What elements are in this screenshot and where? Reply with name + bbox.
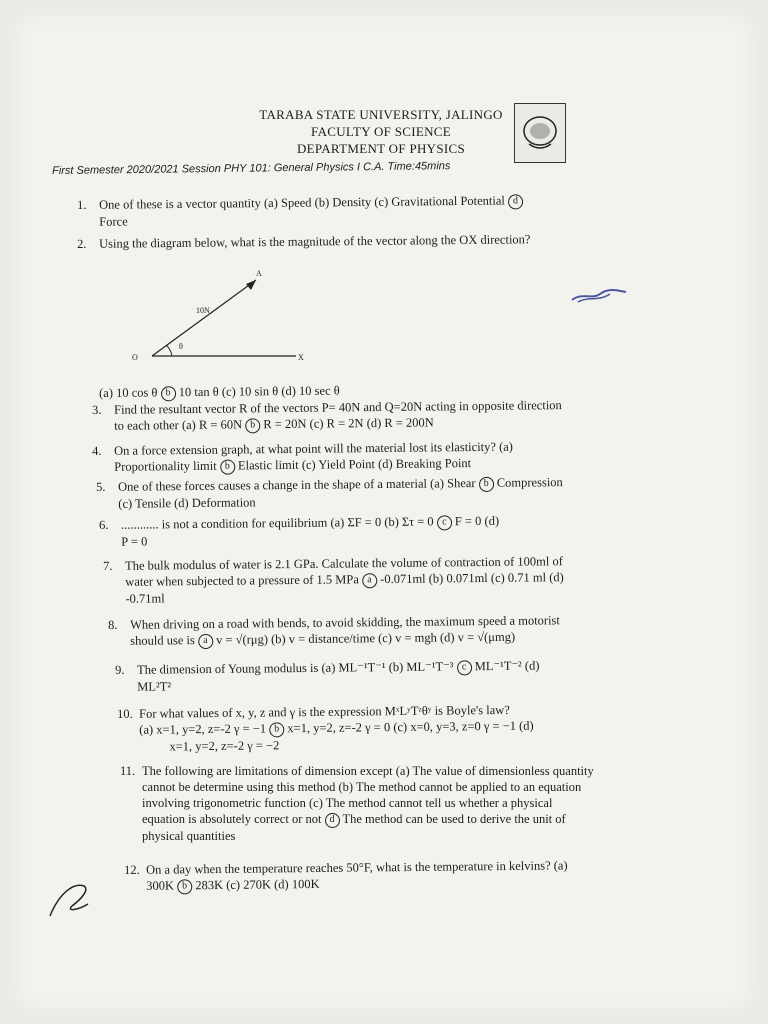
question-7 bbox=[103, 553, 564, 606]
question-5 bbox=[96, 474, 563, 512]
faculty-name: FACULTY OF SCIENCE bbox=[311, 124, 451, 139]
question-text-cont: involving trigonometric function (c) The method cannot tell us whether a physical bbox=[142, 796, 553, 810]
angle-label: θ bbox=[179, 342, 183, 351]
option-text: Compression bbox=[496, 475, 563, 490]
tip-label: A bbox=[256, 269, 262, 278]
origin-label: O bbox=[132, 353, 138, 362]
option-text: 283K (c) 270K (d) 100K bbox=[195, 876, 320, 893]
session-line: First Semester 2020/2021 Session PHY 101: General Physics I C.A. Time:45mins bbox=[52, 160, 451, 177]
question-9 bbox=[115, 658, 540, 695]
option-text: -0.071ml (b) 0.071ml (c) 0.71 ml (d) bbox=[380, 570, 564, 587]
question-text: Find the resultant vector R of the vectors P= 40N and Q=20N acting in opposite direction bbox=[114, 398, 562, 417]
question-2-options bbox=[99, 382, 340, 401]
question-number: 12. bbox=[124, 862, 140, 877]
question-text: ............ is not a condition for equilibrium (a) ΣF = 0 (b) Στ = 0 bbox=[121, 514, 434, 532]
question-text: The following are limitations of dimension except (a) The value of dimensionless quantity bbox=[142, 764, 594, 778]
department-name: DEPARTMENT OF PHYSICS bbox=[296, 141, 466, 156]
question-text: The bulk modulus of water is 2.1 GPa. Calculate the volume of contraction of 100ml of bbox=[125, 554, 563, 573]
question-number: 8. bbox=[108, 617, 118, 632]
question-text-cont: cannot be determine using this method (b) The method cannot be applied to an equation bbox=[142, 780, 582, 794]
question-text-cont: 300K bbox=[146, 878, 175, 893]
question-12 bbox=[124, 857, 568, 894]
question-number: 4. bbox=[92, 443, 102, 458]
question-number: 9. bbox=[115, 662, 125, 677]
question-text-cont: (a) x=1, y=2, z=-2 γ = −1 bbox=[139, 721, 267, 737]
option-text: (a) 10 cos θ bbox=[99, 385, 158, 400]
question-text-cont: should use is bbox=[130, 633, 195, 648]
answer-circle-mark: d bbox=[508, 194, 523, 209]
vector-diagram bbox=[120, 260, 320, 375]
question-text: When driving on a road with bends, to avoid skidding, the maximum speed a motorist bbox=[130, 613, 560, 632]
question-text-cont: P = 0 bbox=[121, 534, 148, 549]
pen-scribble bbox=[570, 286, 630, 311]
option-text: Elastic limit (c) Yield Point (d) Breaking Point bbox=[237, 456, 472, 473]
question-text-cont: ML²T² bbox=[137, 679, 172, 694]
answer-circle-mark: b bbox=[479, 476, 494, 491]
question-text: One of these is a vector quantity (a) Speed (b) Density (c) Gravitational Potential bbox=[99, 193, 505, 212]
question-1 bbox=[77, 192, 523, 229]
option-text: F = 0 (d) bbox=[454, 513, 500, 529]
question-number: 6. bbox=[99, 517, 109, 532]
option-text: x=1, y=2, z=-2 γ = 0 (c) x=0, y=3, z=0 γ = −1 (d) bbox=[287, 718, 534, 736]
handwritten-mark bbox=[44, 876, 104, 931]
angle-arc bbox=[166, 345, 172, 356]
question-number: 7. bbox=[103, 558, 113, 573]
question-number: 3. bbox=[92, 402, 102, 417]
question-text: On a day when the temperature reaches 50°F, what is the temperature in kelvins? (a) bbox=[146, 858, 568, 877]
answer-circle-mark: b bbox=[245, 418, 260, 433]
question-11 bbox=[120, 763, 594, 844]
answer-circle-mark: b bbox=[177, 879, 192, 894]
answer-circle-mark: b bbox=[161, 386, 176, 401]
vector-line bbox=[152, 280, 256, 356]
option-text: 10 tan θ (c) 10 sin θ (d) 10 sec θ bbox=[178, 383, 340, 400]
question-text: Using the diagram below, what is the magnitude of the vector along the OX direction? bbox=[99, 232, 531, 251]
question-text: One of these forces causes a change in the shape of a material (a) Shear bbox=[118, 476, 476, 494]
answer-circle-mark: a bbox=[198, 634, 213, 649]
answer-circle-mark: b bbox=[269, 722, 284, 737]
question-4 bbox=[92, 439, 513, 476]
question-text-cont: Proportionality limit bbox=[114, 458, 217, 474]
question-3 bbox=[92, 397, 562, 435]
university-logo bbox=[514, 103, 566, 163]
question-text-cont: (c) Tensile (d) Deformation bbox=[118, 494, 256, 511]
university-name: TARABA STATE UNIVERSITY, JALINGO bbox=[259, 107, 503, 122]
question-text: The dimension of Young modulus is (a) ML⁻¹T⁻¹ (b) ML⁻¹T⁻³ bbox=[137, 659, 454, 677]
question-8 bbox=[108, 612, 560, 649]
question-text-cont: Force bbox=[99, 214, 128, 229]
question-10 bbox=[117, 702, 534, 755]
question-text-cont: x=1, y=2, z=-2 γ = −2 bbox=[169, 737, 280, 754]
question-text: For what values of x, y, z and γ is the expression MˣLʸTᶻθʸ is Boyle's law? bbox=[139, 702, 510, 721]
answer-circle-mark: c bbox=[437, 515, 452, 530]
answer-circle-mark: a bbox=[362, 573, 377, 588]
question-number: 11. bbox=[120, 764, 136, 778]
option-text: v = √(rμg) (b) v = distance/time (c) v = mgh (d) v = √(μmg) bbox=[216, 629, 516, 647]
vector-label: 10N bbox=[196, 306, 210, 315]
question-number: 5. bbox=[96, 479, 106, 494]
question-text-cont: water when subjected to a pressure of 1.5 MPa bbox=[125, 572, 359, 589]
question-6 bbox=[99, 513, 499, 550]
x-label: X bbox=[298, 353, 304, 362]
question-text-cont: to each other (a) R = 60N bbox=[114, 417, 243, 433]
answer-circle-mark: b bbox=[220, 459, 235, 474]
question-number: 1. bbox=[77, 197, 87, 212]
question-text-cont: -0.71ml bbox=[125, 590, 165, 606]
vector-arrowhead bbox=[246, 280, 256, 290]
question-number: 10. bbox=[117, 706, 133, 721]
option-text: The method can be used to derive the unit of bbox=[342, 812, 566, 826]
question-number: 2. bbox=[77, 236, 87, 251]
option-text: ML⁻¹T⁻² (d) bbox=[474, 658, 540, 674]
question-text-cont: physical quantities bbox=[142, 828, 236, 843]
option-text: R = 20N (c) R = 2N (d) R = 200N bbox=[263, 415, 434, 432]
answer-circle-mark: d bbox=[325, 813, 340, 828]
question-text: On a force extension graph, at what point will the material lost its elasticity? (a) bbox=[114, 439, 513, 458]
answer-circle-mark: c bbox=[456, 660, 471, 675]
question-text-cont: equation is absolutely correct or not bbox=[142, 812, 322, 826]
